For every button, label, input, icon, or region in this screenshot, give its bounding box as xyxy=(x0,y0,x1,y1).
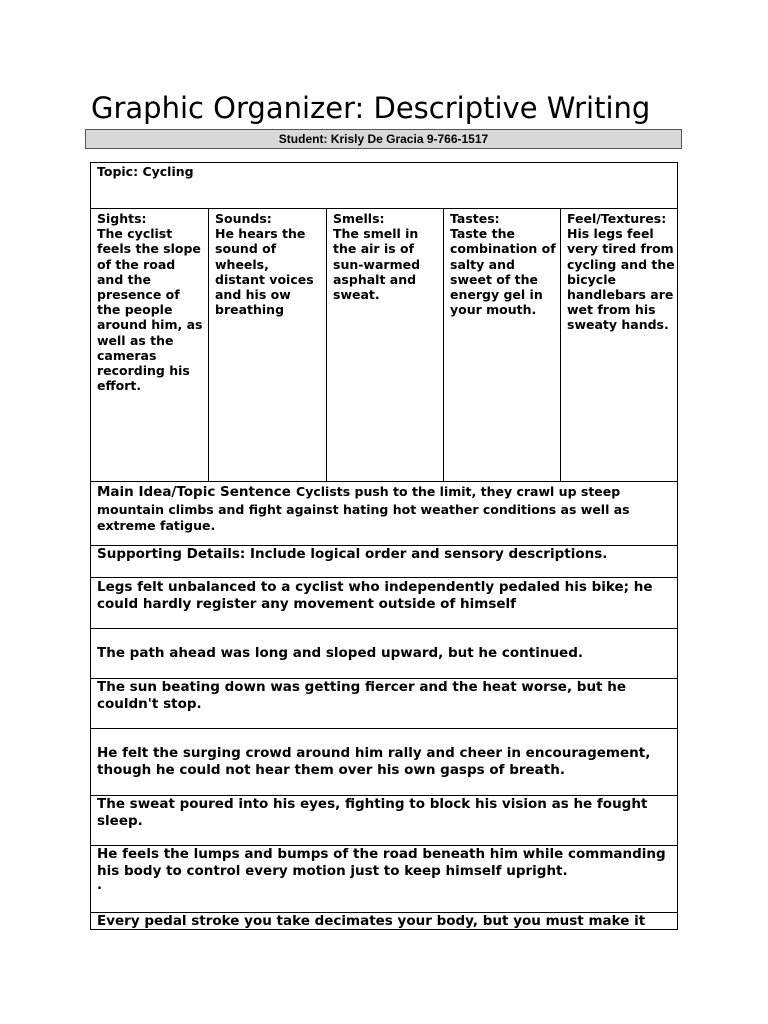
supporting-details-header: Supporting Details: Include logical order and sensory descriptions. xyxy=(97,546,608,562)
detail-row-7 xyxy=(91,913,677,931)
sense-text: Taste the combination of salty and sweet of the energy gel in your mouth. xyxy=(450,226,556,318)
detail-text: The sweat poured into his eyes, fighting to block his vision as he fought sleep. xyxy=(97,796,648,829)
detail-block xyxy=(97,846,671,891)
page-title: Graphic Organizer: Descriptive Writing xyxy=(91,91,651,125)
detail-dot: . xyxy=(97,877,103,893)
topic-row xyxy=(91,163,677,209)
sense-cell-feel xyxy=(561,209,677,481)
main-idea-block xyxy=(97,483,671,534)
sense-cell-smells xyxy=(327,209,444,481)
detail-row-2 xyxy=(91,629,677,679)
sense-text: He hears the sound of wheels, distant voices and his ow breathing xyxy=(215,226,314,318)
sense-label: Feel/Textures: xyxy=(567,211,667,226)
sense-text: His legs feel very tired from cycling and the bicycle handlebars are wet from his sweaty hands. xyxy=(567,226,675,333)
detail-text: The path ahead was long and sloped upward, but he continued. xyxy=(97,645,583,661)
detail-text: Every pedal stroke you take decimates your body, but you must make it xyxy=(97,913,646,929)
topic-text: Topic: Cycling xyxy=(97,164,194,179)
sense-cell-sounds xyxy=(209,209,327,481)
detail-text: Legs felt unbalanced to a cyclist who independently pedaled his bike; he could hardly register any movement outside of himself xyxy=(97,579,653,612)
detail-row-4 xyxy=(91,729,677,796)
sense-label: Tastes: xyxy=(450,211,500,226)
main-idea-row xyxy=(91,482,677,546)
detail-text: He feels the lumps and bumps of the road beneath him while commanding his body to control every motion just to keep himself upright. xyxy=(97,846,666,879)
detail-row-5 xyxy=(91,796,677,846)
detail-text: The sun beating down was getting fiercer and the heat worse, but he couldn't stop. xyxy=(97,679,626,712)
detail-row-1 xyxy=(91,578,677,629)
detail-row-3 xyxy=(91,679,677,729)
detail-row-6 xyxy=(91,846,677,913)
organizer-table xyxy=(90,162,678,930)
student-info-bar: Student: Krisly De Gracia 9-766-1517 xyxy=(85,129,682,149)
sense-cell-tastes xyxy=(444,209,561,481)
sense-label: Sounds: xyxy=(215,211,272,226)
detail-text: He felt the surging crowd around him rally and cheer in encouragement, though he could not hear them over his own gasps of breath. xyxy=(97,745,651,778)
sense-cell-sights xyxy=(91,209,209,481)
sense-label: Sights: xyxy=(97,211,147,226)
sense-label: Smells: xyxy=(333,211,385,226)
sense-text: The smell in the air is of sun-warmed asphalt and sweat. xyxy=(333,226,421,303)
senses-row xyxy=(91,209,677,482)
main-idea-text: Cyclists push to the limit, they crawl up steep mountain climbs and fight against hating hot weather conditions as well as extreme fatigue. xyxy=(97,484,630,533)
sense-text: The cyclist feels the slope of the road and the presence of the people around him, as well as the cameras recording his effort. xyxy=(97,226,203,394)
supporting-details-header-row xyxy=(91,546,677,578)
main-idea-label: Main Idea/Topic Sentence xyxy=(97,484,291,500)
